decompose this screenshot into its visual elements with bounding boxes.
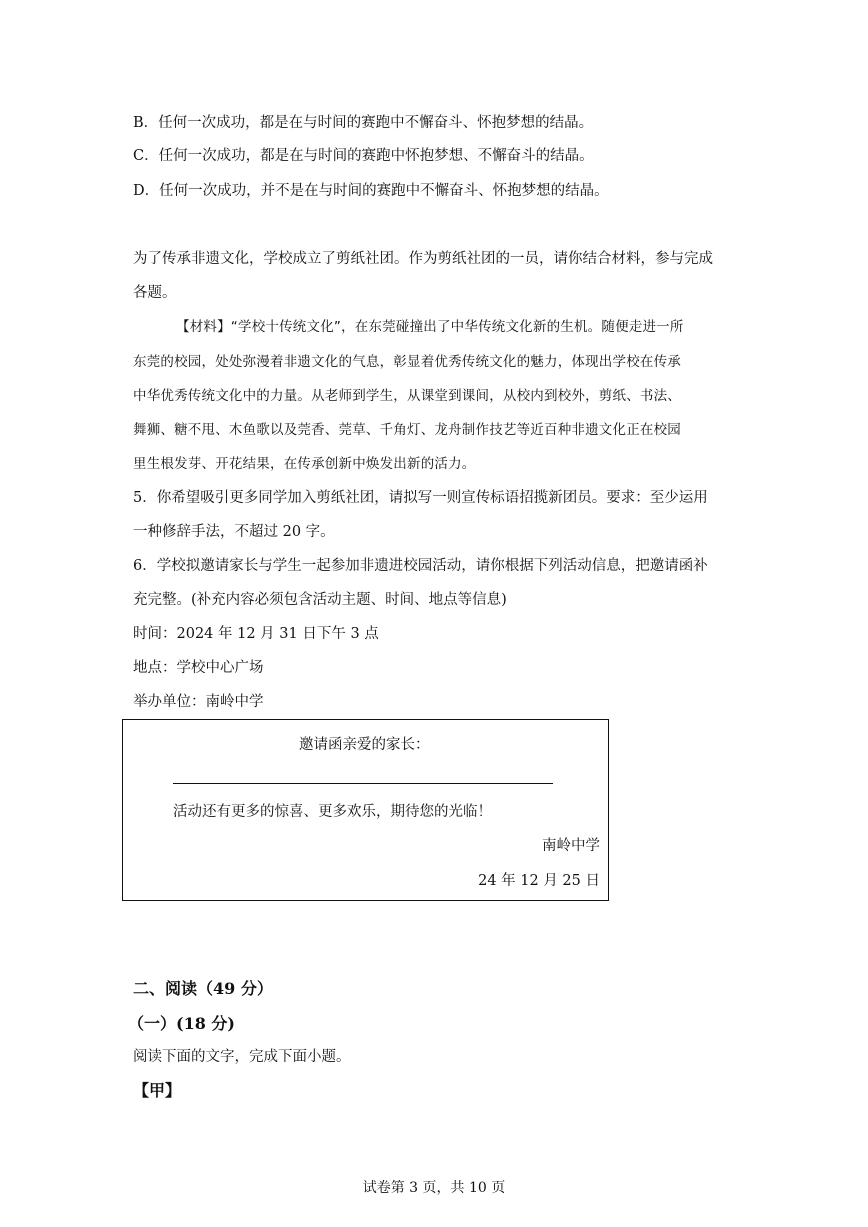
option-c: C．任何一次成功，都是在与时间的赛跑中怀抱梦想、不懈奋斗的结晶。	[133, 148, 594, 164]
section-2-part-1: （一）(18 分)	[128, 1014, 235, 1033]
intro-line-1: 为了传承非遗文化，学校成立了剪纸社团。作为剪纸社团的一员，请你结合材料，参与完成	[133, 251, 713, 267]
option-d: D．任何一次成功，并不是在与时间的赛跑中不懈奋斗、怀抱梦想的结晶。	[133, 183, 609, 199]
material-line-5: 里生根发芽、开花结果，在传承创新中焕发出新的活力。	[133, 456, 476, 472]
info-organizer: 举办单位：南岭中学	[133, 694, 264, 710]
intro-line-2: 各题。	[133, 285, 177, 301]
material-line-4: 舞狮、糖不甩、木鱼歌以及莞香、莞草、千角灯、龙舟制作技艺等近百种非遗文化正在校园	[133, 422, 681, 438]
invitation-box	[122, 719, 609, 901]
invitation-closing: 活动还有更多的惊喜、更多欢乐，期待您的光临！	[173, 804, 492, 820]
page-footer: 试卷第 3 页，共 10 页	[362, 1180, 506, 1196]
invitation-header: 邀请函亲爱的家长：	[299, 737, 430, 753]
question-5-line-2: 一种修辞手法，不超过 20 字。	[133, 524, 335, 540]
invitation-date: 24 年 12 月 25 日	[478, 873, 600, 889]
section-2-instruction: 阅读下面的文字，完成下面小题。	[133, 1049, 351, 1065]
option-b: B．任何一次成功，都是在与时间的赛跑中不懈奋斗、怀抱梦想的结晶。	[133, 115, 594, 131]
material-line-1: 【材料】“学校十传统文化”，在东莞碰撞出了中华传统文化新的生机。随便走进一所	[176, 319, 684, 335]
invitation-blank-line[interactable]	[173, 783, 553, 784]
material-line-3: 中华优秀传统文化中的力量。从老师到学生，从课堂到课间，从校内到校外，剪纸、书法、	[133, 388, 681, 404]
question-5-line-1: 5．你希望吸引更多同学加入剪纸社团，请拟写一则宣传标语招揽新团员。要求：至少运用	[133, 490, 708, 506]
question-6-line-1: 6．学校拟邀请家长与学生一起参加非遗进校园活动，请你根据下列活动信息，把邀请函补	[133, 558, 708, 574]
material-line-2: 东莞的校园，处处弥漫着非遗文化的气息，彰显着优秀传统文化的魅力，体现出学校在传承	[133, 354, 681, 370]
section-2-title: 二、阅读（49 分）	[133, 979, 273, 998]
invitation-signature: 南岭中学	[542, 838, 600, 854]
section-2-label-jia: 【甲】	[133, 1081, 182, 1100]
question-6-line-2: 充完整。(补充内容必须包含活动主题、时间、地点等信息)	[133, 592, 507, 608]
info-time: 时间：2024 年 12 月 31 日下午 3 点	[133, 626, 379, 642]
info-place: 地点：学校中心广场	[133, 660, 264, 676]
